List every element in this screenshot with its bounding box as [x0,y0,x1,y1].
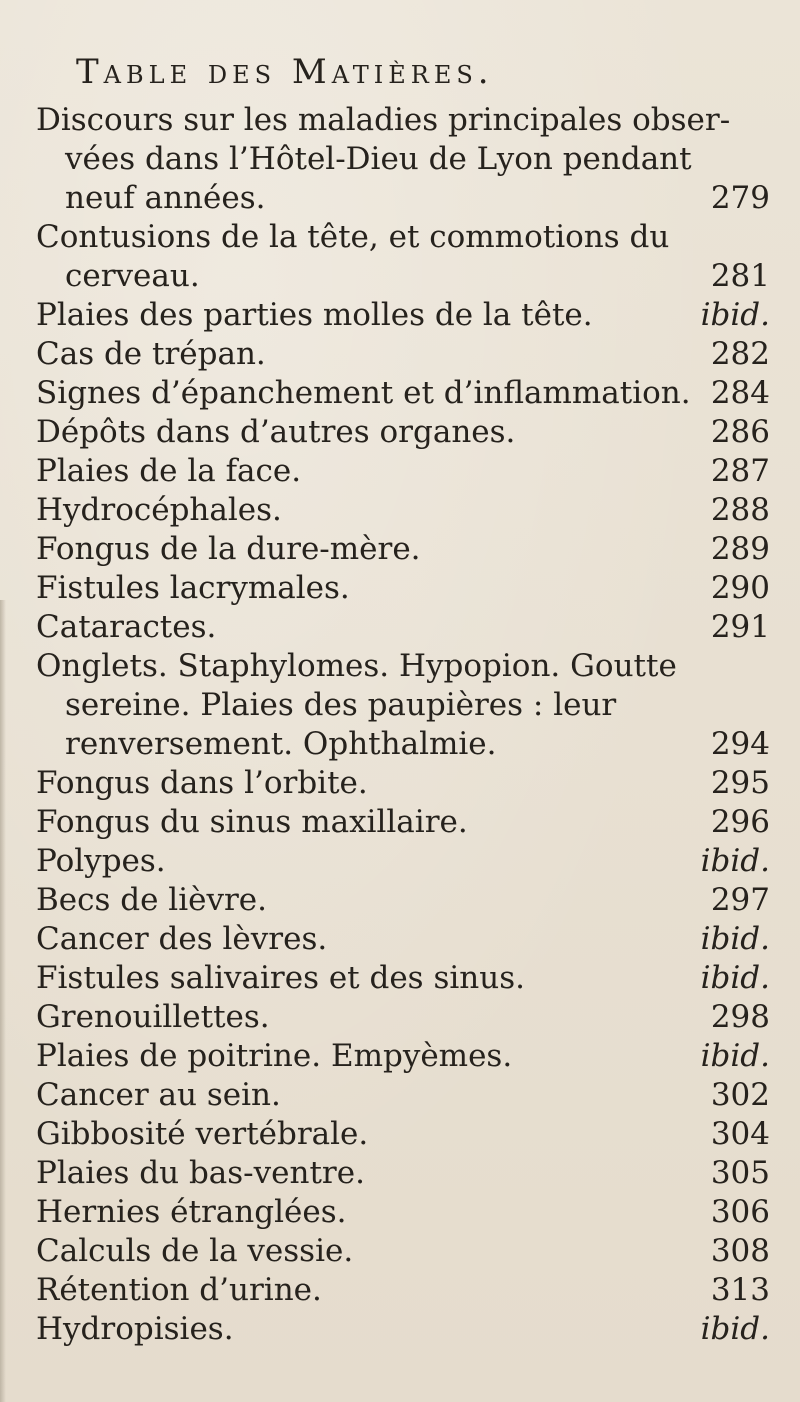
toc-entry [0,997,800,1037]
toc-entry [0,529,800,569]
entry-page: 282 [710,336,770,372]
toc-entry [0,1153,800,1193]
entry-page: 288 [710,492,770,528]
entry-page: 287 [710,453,770,489]
entry-page: 295 [710,765,770,801]
toc-entry [0,919,800,959]
entry-text: Contusions de la tête, et commotions du [36,219,670,255]
toc-entry [0,217,800,257]
entry-page: 279 [710,180,770,216]
toc-entry [0,880,800,920]
toc-entry [0,1309,800,1349]
entry-text: Plaies des parties molles de la tête. [36,297,593,333]
entry-page: 305 [710,1155,770,1191]
toc-entry [0,802,800,842]
entry-text: Onglets. Staphylomes. Hypopion. Goutte [36,648,677,684]
toc-entry [0,100,800,140]
toc-entry [0,373,800,413]
entry-text: Fongus du sinus maxillaire. [36,804,468,840]
toc-entry [0,334,800,374]
entry-page: ibid. [700,1038,770,1074]
entry-page: 289 [710,531,770,567]
toc-entry [0,451,800,491]
entry-page: 304 [710,1116,770,1152]
toc-entry [0,139,800,179]
entry-text: Hernies étranglées. [36,1194,347,1230]
entry-page: ibid. [700,297,770,333]
entry-text: cerveau. [65,258,200,294]
entry-page: 308 [710,1233,770,1269]
toc-entry [0,178,800,218]
entry-text: Calculs de la vessie. [36,1233,354,1269]
toc-entry [0,1114,800,1154]
toc-entry [0,568,800,608]
entry-page: 298 [710,999,770,1035]
entry-text: Fistules lacrymales. [36,570,350,606]
toc-entry [0,490,800,530]
entry-page: 291 [710,609,770,645]
entry-text: Dépôts dans d’autres organes. [36,414,516,450]
entry-text: Plaies de la face. [36,453,302,489]
entry-page: 286 [710,414,770,450]
entry-page: 290 [710,570,770,606]
entry-text: Polypes. [36,843,166,879]
entry-page: 302 [710,1077,770,1113]
toc-entry [0,724,800,764]
toc-entry [0,958,800,998]
entry-page: ibid. [700,1311,770,1347]
entry-page: 297 [710,882,770,918]
entry-text: Cataractes. [36,609,217,645]
entry-text: Fongus de la dure-mère. [36,531,421,567]
toc-entry [0,1075,800,1115]
toc-entry [0,1270,800,1310]
entry-text: Discours sur les maladies principales obser- [36,102,731,138]
entry-text: Fongus dans l’orbite. [36,765,368,801]
toc-entry [0,1036,800,1076]
entry-text: Fistules salivaires et des sinus. [36,960,525,996]
entry-text: Becs de lièvre. [36,882,268,918]
entry-page: 294 [710,726,770,762]
entry-page: 281 [710,258,770,294]
entry-text: Gibbosité vertébrale. [36,1116,369,1152]
entry-text: Rétention d’urine. [36,1272,322,1308]
entry-text: Signes d’épanchement et d’inflammation. [36,375,691,411]
entry-text: renversement. Ophthalmie. [65,726,497,762]
entry-page: 284 [710,375,770,411]
entry-page: 313 [710,1272,770,1308]
entry-text: neuf années. [65,180,266,216]
entry-text: sereine. Plaies des paupières : leur [65,687,617,723]
entry-page: 306 [710,1194,770,1230]
toc-entry [0,607,800,647]
entry-text: Hydrocéphales. [36,492,282,528]
entry-text: Cas de trépan. [36,336,266,372]
toc-entry [0,256,800,296]
toc-entry [0,295,800,335]
toc-entry [0,1231,800,1271]
entry-page: ibid. [700,843,770,879]
entry-page: ibid. [700,960,770,996]
toc-entry [0,1192,800,1232]
entry-text: Cancer au sein. [36,1077,281,1113]
entry-text: Plaies du bas-ventre. [36,1155,365,1191]
toc-entry [0,412,800,452]
entry-text: Cancer des lèvres. [36,921,328,957]
entry-text: Grenouillettes. [36,999,270,1035]
entry-page: ibid. [700,921,770,957]
toc-entry [0,646,800,686]
toc-entry [0,685,800,725]
toc-entry [0,763,800,803]
entry-text: vées dans l’Hôtel-Dieu de Lyon pendant [65,141,692,177]
page-header: Table des Matières. [76,52,494,92]
entry-page: 296 [710,804,770,840]
entry-text: Plaies de poitrine. Empyèmes. [36,1038,513,1074]
entry-text: Hydropisies. [36,1311,234,1347]
toc-entry [0,841,800,881]
